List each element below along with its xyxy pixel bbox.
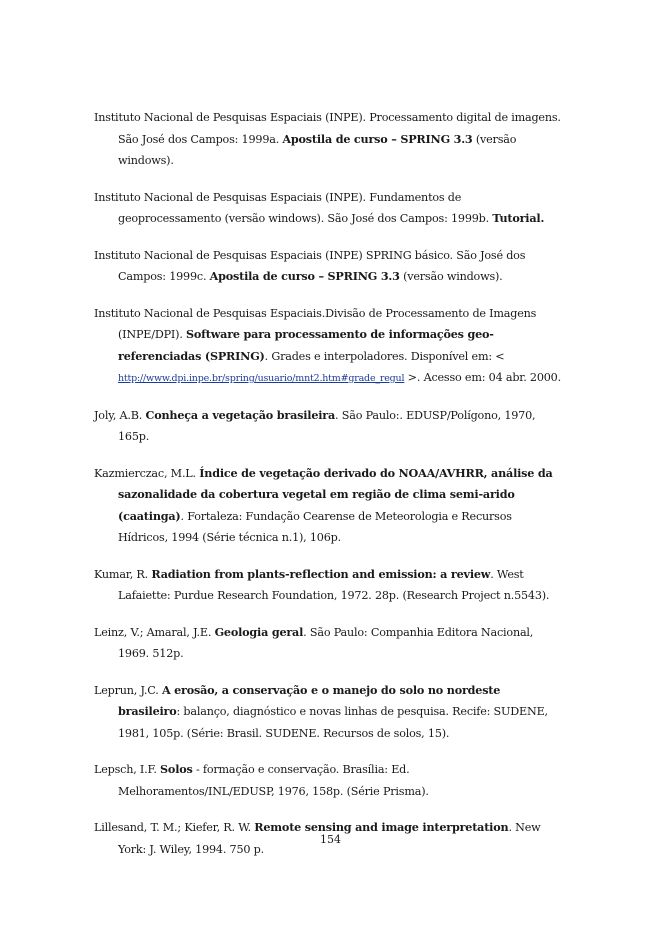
reference-text: Leprun, J.C. bbox=[94, 683, 162, 697]
reference-entry bbox=[94, 564, 564, 607]
reference-entry bbox=[94, 187, 564, 230]
reference-text: . New York: J. Wiley, 1994. 750 p. bbox=[118, 821, 541, 856]
reference-title: Remote sensing and image interpretation bbox=[254, 820, 509, 834]
reference-text: Kumar, R. bbox=[94, 567, 152, 581]
reference-title: A erosão, a conservação e o manejo do solo no nordeste brasileiro bbox=[118, 682, 501, 718]
reference-entry bbox=[94, 759, 564, 802]
reference-title: Índice de vegetação derivado do NOAA/AVHRR, análise da sazonalidade da cobertura vegetal em região de clima semi-arido (caatinga) bbox=[118, 465, 553, 523]
reference-title: Conheça a vegetação brasileira bbox=[145, 407, 336, 422]
reference-text: Joly, A.B. bbox=[94, 408, 146, 422]
reference-title: Radiation from plants-reflection and emission: a review bbox=[151, 566, 491, 581]
reference-title: Tutorial. bbox=[492, 211, 545, 225]
reference-text: Lepsch, I.F. bbox=[94, 763, 161, 776]
reference-text: . West Lafaiette: Purdue Research Foundation, 1972. 28p. (Research Project n.5543). bbox=[118, 567, 550, 602]
reference-text: Instituto Nacional de Pesquisas Espaciais (INPE). Processamento digital de imagens. São José dos Campos: 1999a. bbox=[94, 111, 561, 146]
reference-text: Lillesand, T. M.; Kiefer, R. W. bbox=[94, 821, 255, 834]
reference-list bbox=[94, 107, 564, 875]
reference-entry bbox=[94, 107, 564, 172]
reference-text: Instituto Nacional de Pesquisas Espaciais.Divisão de Processamento de Imagens (INPE/DPI). bbox=[94, 306, 537, 341]
reference-title: Solos bbox=[160, 762, 193, 776]
reference-text: - formação e conservação. Brasília: Ed. Melhoramentos/INL/EDUSP, 1976, 158p. (Série Prisma). bbox=[118, 763, 429, 798]
reference-text: . Grades e interpoladores. Disponível em: < bbox=[264, 349, 505, 363]
reference-entry bbox=[94, 463, 564, 549]
reference-title: Apostila de curso – SPRING 3.3 bbox=[282, 131, 473, 146]
reference-title: Geologia geral bbox=[214, 624, 304, 639]
reference-text: Instituto Nacional de Pesquisas Espaciais (INPE). Fundamentos de geoprocessamento (versão windows). São José dos Campos: 1999b. bbox=[94, 190, 493, 225]
reference-entry bbox=[94, 622, 564, 665]
reference-link[interactable]: http://www.dpi.inpe.br/spring/usuario/mnt2.htm#grade_regul bbox=[118, 373, 405, 384]
reference-title: Software para processamento de informações geo-referenciadas (SPRING) bbox=[118, 327, 494, 363]
reference-text: (versão windows). bbox=[399, 270, 503, 283]
reference-text: >. Acesso em: 04 abr. 2000. bbox=[404, 371, 561, 384]
reference-text: (versão windows). bbox=[118, 132, 517, 167]
reference-entry bbox=[94, 245, 564, 288]
reference-text: Instituto Nacional de Pesquisas Espaciais (INPE) SPRING básico. São José dos Campos: 1999c. bbox=[94, 248, 526, 283]
reference-text: . São Paulo: Companhia Editora Nacional, 1969. 512p. bbox=[118, 625, 534, 660]
reference-text: Leinz, V.; Amaral, J.E. bbox=[94, 625, 215, 639]
reference-entry bbox=[94, 680, 564, 745]
reference-title: Apostila de curso – SPRING 3.3 bbox=[209, 269, 400, 283]
reference-entry bbox=[94, 405, 564, 448]
reference-text: . Fortaleza: Fundação Cearense de Meteorologia e Recursos Hídricos, 1994 (Série técnica n.1), 106p. bbox=[118, 509, 512, 544]
reference-text: . São Paulo:. EDUSP/Polígono, 1970, 165p. bbox=[118, 408, 536, 443]
reference-text: Kazmierczac, M.L. bbox=[94, 466, 200, 480]
page-number: 154 bbox=[320, 833, 341, 846]
reference-text: : balanço, diagnóstico e novas linhas de pesquisa. Recife: SUDENE, 1981, 105p. (Série: Brasil. SUDENE. Recursos de solos, 15). bbox=[118, 705, 548, 740]
reference-entry bbox=[94, 303, 564, 390]
